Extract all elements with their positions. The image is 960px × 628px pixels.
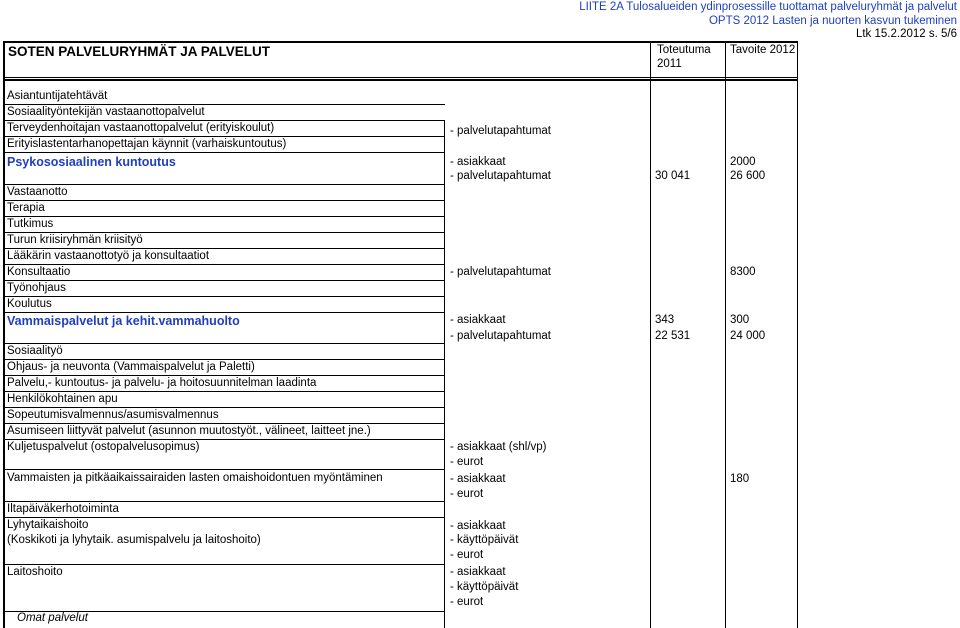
measure-palvelutapahtumat: - palvelutapahtumat — [450, 330, 552, 342]
row-divider — [3, 136, 445, 137]
row-ohjaus: Ohjaus- ja neuvonta (Vammaispalvelut ja Paletti) — [7, 361, 255, 373]
row-kuljetuspalvelut: Kuljetuspalvelut (ostopalvelusopimus) — [7, 441, 200, 453]
measure-kayttopaivat: - käyttöpäivät — [450, 581, 519, 593]
row-laakarin: Lääkärin vastaanottotyö ja konsultaatiot — [7, 250, 210, 262]
row-divider — [3, 120, 445, 121]
tavoite-value: 2000 — [730, 156, 756, 168]
row-divider — [3, 423, 445, 424]
row-vammaispalvelut: Vammaispalvelut ja kehit.vammahuolto — [7, 314, 240, 328]
table-border-top — [3, 41, 798, 43]
toteutuma-value: 343 — [655, 314, 675, 326]
row-divider — [3, 439, 445, 440]
tavoite-value: 26 600 — [730, 170, 766, 182]
toteutuma-value: 30 041 — [655, 170, 691, 182]
measure-eurot: - eurot — [450, 549, 484, 561]
measure-asiakkaat: - asiakkaat — [450, 566, 506, 578]
row-omat-palvelut: Omat palvelut — [17, 612, 88, 624]
row-sopeutumisvalmennus: Sopeutumisvalmennus/asumisvalmennus — [7, 409, 219, 421]
header-rule-1 — [3, 77, 798, 78]
tavoite-value: 8300 — [730, 266, 756, 278]
header-rule-2 — [3, 79, 798, 81]
measure-asiakkaat: - asiakkaat — [450, 314, 506, 326]
column-header-toteutuma-year: 2011 — [657, 58, 682, 70]
row-divider — [3, 232, 445, 233]
row-terapia: Terapia — [7, 202, 45, 214]
toteutuma-value: 22 531 — [655, 330, 691, 342]
column-header-toteutuma: Toteutuma — [657, 44, 711, 56]
row-divider — [3, 407, 445, 408]
row-erityislastentarhanopettajan: Erityislastentarhanopettajan käynnit (varhaiskuntoutus) — [7, 138, 287, 150]
row-divider — [3, 248, 445, 249]
row-divider — [3, 296, 445, 297]
header-line-1: LIITE 2A Tulosalueiden ydinprosessille tuottamat palveluryhmät ja palvelut — [579, 1, 957, 13]
row-henkilokohtainen: Henkilökohtainen apu — [7, 393, 118, 405]
measure-kayttopaivat: - käyttöpäivät — [450, 534, 519, 546]
row-divider — [3, 501, 445, 502]
measure-eurot: - eurot — [450, 488, 484, 500]
row-konsultaatio: Konsultaatio — [7, 266, 71, 278]
row-divider — [3, 104, 445, 105]
row-divider — [3, 564, 445, 565]
row-lyhytaikaishoito: Lyhytaikaishoito — [7, 519, 89, 531]
tavoite-value: 300 — [730, 314, 750, 326]
row-divider — [3, 312, 445, 313]
row-koskikoti: (Koskikoti ja lyhytaik. asumispalvelu ja laitoshoito) — [7, 534, 261, 546]
row-divider — [3, 152, 445, 153]
table-title: SOTEN PALVELURYHMÄT JA PALVELUT — [8, 44, 271, 59]
header-line-2: OPTS 2012 Lasten ja nuorten kasvun tukeminen — [708, 15, 957, 27]
row-divider — [3, 469, 445, 470]
row-vammaisten-lasten: Vammaisten ja pitkäaikaissairaiden lasten omaishoidontuen myöntäminen — [7, 472, 383, 484]
row-divider — [3, 375, 445, 376]
row-divider — [3, 359, 445, 360]
table-border-left — [3, 41, 5, 628]
row-palvelu-kuntoutus: Palvelu,- kuntoutus- ja palvelu- ja hoitosuunnitelman laadinta — [7, 377, 317, 389]
column-separator-toteutuma — [650, 41, 651, 628]
row-turun-kriisiryhman: Turun kriisiryhmän kriisityö — [7, 234, 143, 246]
tavoite-value: 180 — [730, 473, 750, 485]
row-divider — [3, 200, 445, 201]
header-line-3: Ltk 15.2.2012 s. 5/6 — [855, 28, 957, 40]
column-header-tavoite: Tavoite 2012 — [730, 44, 796, 56]
column-separator-measure — [444, 120, 445, 628]
row-laitoshoito: Laitoshoito — [7, 566, 63, 578]
table-border-right — [797, 41, 798, 628]
row-divider — [3, 391, 445, 392]
row-tyonohjaus: Työnohjaus — [7, 282, 66, 294]
row-tutkimus: Tutkimus — [7, 218, 54, 230]
row-sosiaalityo: Sosiaalityö — [7, 345, 63, 357]
measure-palvelutapahtumat: - palvelutapahtumat — [450, 266, 552, 278]
measure-palvelutapahtumat: - palvelutapahtumat — [450, 125, 552, 137]
measure-asiakkaat: - asiakkaat — [450, 473, 506, 485]
row-iltapaivakerho: Iltapäiväkerhotoiminta — [7, 503, 119, 515]
row-asumiseen: Asumiseen liittyvät palvelut (asunnon muutostyöt., välineet, laitteet jne.) — [7, 425, 371, 437]
measure-asiakkaat: - asiakkaat — [450, 520, 506, 532]
row-vastaanotto: Vastaanotto — [7, 186, 68, 198]
row-divider — [3, 343, 445, 344]
row-terveydenhoitajan: Terveydenhoitajan vastaanottopalvelut (erityiskoulut) — [7, 122, 275, 134]
row-asiantuntijatehtavat: Asiantuntijatehtävät — [7, 90, 108, 102]
row-psykososiaalinen: Psykososiaalinen kuntoutus — [7, 155, 176, 169]
row-divider — [3, 216, 445, 217]
tavoite-value: 24 000 — [730, 330, 766, 342]
measure-asiakkaat-shl-vp: - asiakkaat (shl/vp) — [450, 441, 547, 453]
row-sosiaalityontekija: Sosiaalityöntekijän vastaanottopalvelut — [7, 106, 205, 118]
row-divider — [3, 184, 445, 185]
column-separator-tavoite — [725, 41, 726, 628]
row-divider — [3, 517, 445, 518]
measure-eurot: - eurot — [450, 596, 484, 608]
measure-palvelutapahtumat: - palvelutapahtumat — [450, 170, 552, 182]
row-koulutus: Koulutus — [7, 298, 52, 310]
measure-eurot: - eurot — [450, 456, 484, 468]
row-divider — [3, 264, 445, 265]
row-divider — [3, 280, 445, 281]
measure-asiakkaat: - asiakkaat — [450, 156, 506, 168]
